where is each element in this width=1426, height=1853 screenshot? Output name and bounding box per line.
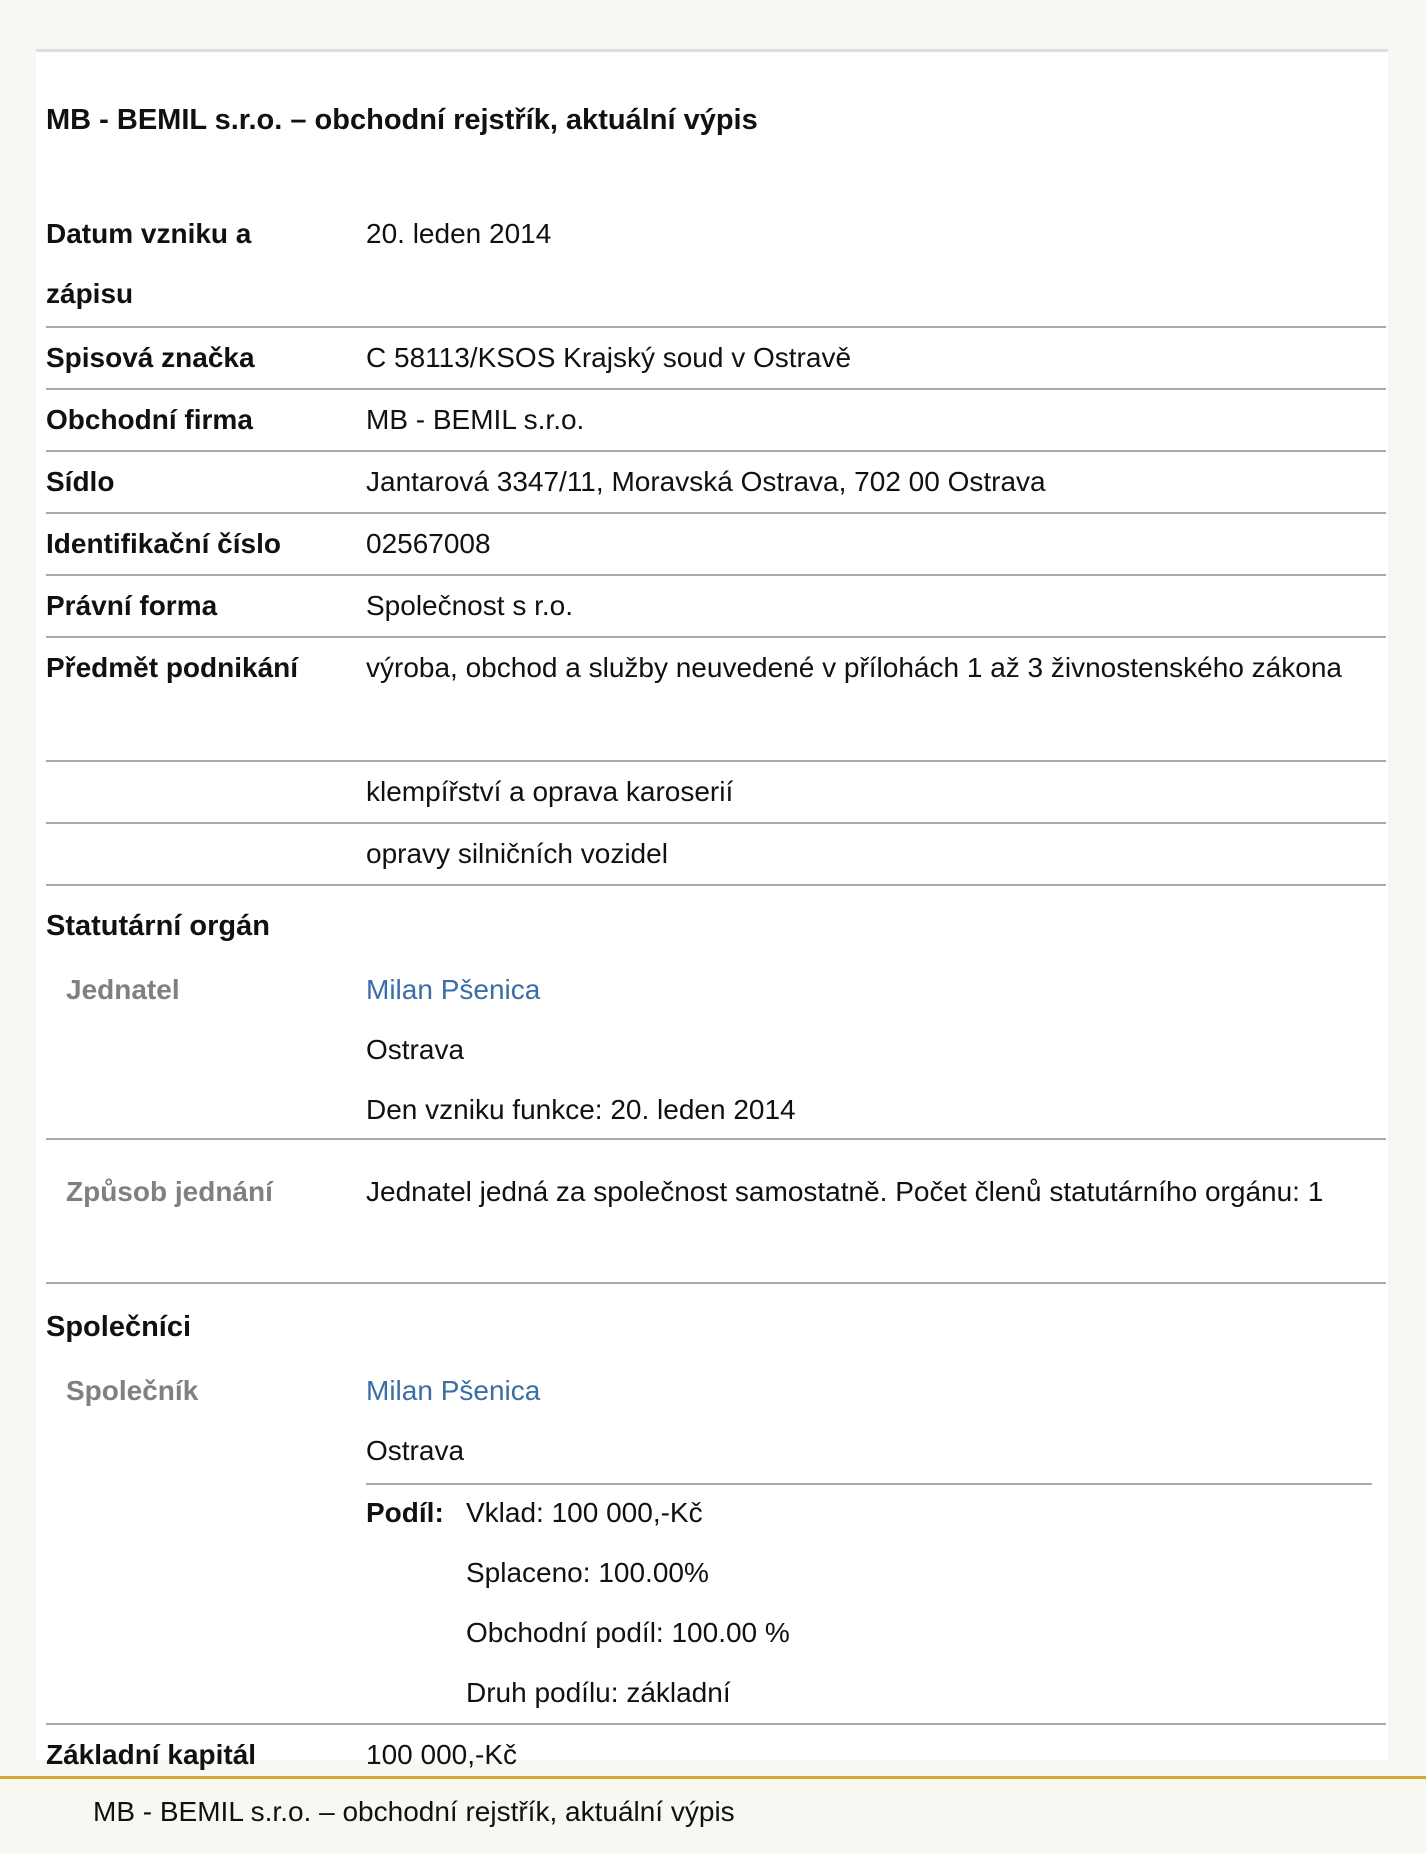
row-datum [46, 204, 1386, 328]
row-predmet [46, 638, 1386, 762]
spolecnik-name-link[interactable]: Milan Pšenica [366, 1375, 541, 1406]
row-firma [46, 390, 1386, 452]
row-value: výroba, obchod a služby neuvedené v přílohách 1 až 3 živnostenského zákona [366, 652, 1342, 683]
row-predmet-2 [46, 762, 1386, 824]
row-value: klempířství a oprava karoserií [366, 776, 734, 807]
row-label: Sídlo [46, 466, 115, 497]
footer [0, 1776, 1426, 1853]
row-value: opravy silničních vozidel [366, 838, 668, 869]
row-label: Jednatel [66, 974, 180, 1005]
row-zpusob [46, 1142, 1386, 1284]
row-label: Datum vzniku a zápisu [46, 218, 252, 309]
podil-vklad: Vklad: 100 000,-Kč [466, 1497, 703, 1528]
footer-text: MB - BEMIL s.r.o. – obchodní rejstřík, aktuální výpis [93, 1796, 735, 1827]
row-value: Společnost s r.o. [366, 590, 574, 621]
row-label: Identifikační číslo [46, 528, 281, 559]
row-spolecnik [46, 1361, 1386, 1725]
section-spolecnici: Společníci [46, 1311, 192, 1343]
row-jednatel [46, 960, 1386, 1140]
jednatel-city: Ostrava [366, 1034, 465, 1065]
podil-druh: Druh podílu: základní [466, 1677, 731, 1708]
row-value: 02567008 [366, 528, 491, 559]
row-ico [46, 514, 1386, 576]
row-label: Základní kapitál [46, 1739, 257, 1770]
row-pravni-forma [46, 576, 1386, 638]
row-value: Jednatel jedná za společnost samostatně. Počet členů statutárního orgánu: 1 [366, 1176, 1324, 1207]
row-value: 20. leden 2014 [366, 218, 552, 249]
row-label: Obchodní firma [46, 404, 253, 435]
podil-obchodni: Obchodní podíl: 100.00 % [466, 1617, 790, 1648]
row-label: Právní forma [46, 590, 218, 621]
row-value: 100 000,-Kč [366, 1739, 517, 1770]
spolecnik-city: Ostrava [366, 1435, 465, 1466]
podil-splaceno: Splaceno: 100.00% [466, 1557, 709, 1588]
row-label: Společník [66, 1375, 199, 1406]
row-label: Předmět podnikání [46, 652, 299, 683]
register-card [36, 49, 1388, 1770]
jednatel-since: Den vzniku funkce: 20. leden 2014 [366, 1094, 796, 1125]
jednatel-name-link[interactable]: Milan Pšenica [366, 974, 541, 1005]
row-predmet-3 [46, 824, 1386, 886]
row-value: C 58113/KSOS Krajský soud v Ostravě [366, 342, 852, 373]
row-spisova [46, 328, 1386, 390]
row-value: Jantarová 3347/11, Moravská Ostrava, 702 00 Ostrava [366, 466, 1046, 497]
page-title: MB - BEMIL s.r.o. – obchodní rejstřík, aktuální výpis [46, 104, 758, 136]
podil-label: Podíl: [366, 1497, 444, 1528]
row-label: Způsob jednání [66, 1176, 273, 1207]
row-value: MB - BEMIL s.r.o. [366, 404, 585, 435]
row-label: Spisová značka [46, 342, 255, 373]
section-statutarni: Statutární orgán [46, 910, 270, 942]
row-sidlo [46, 452, 1386, 514]
